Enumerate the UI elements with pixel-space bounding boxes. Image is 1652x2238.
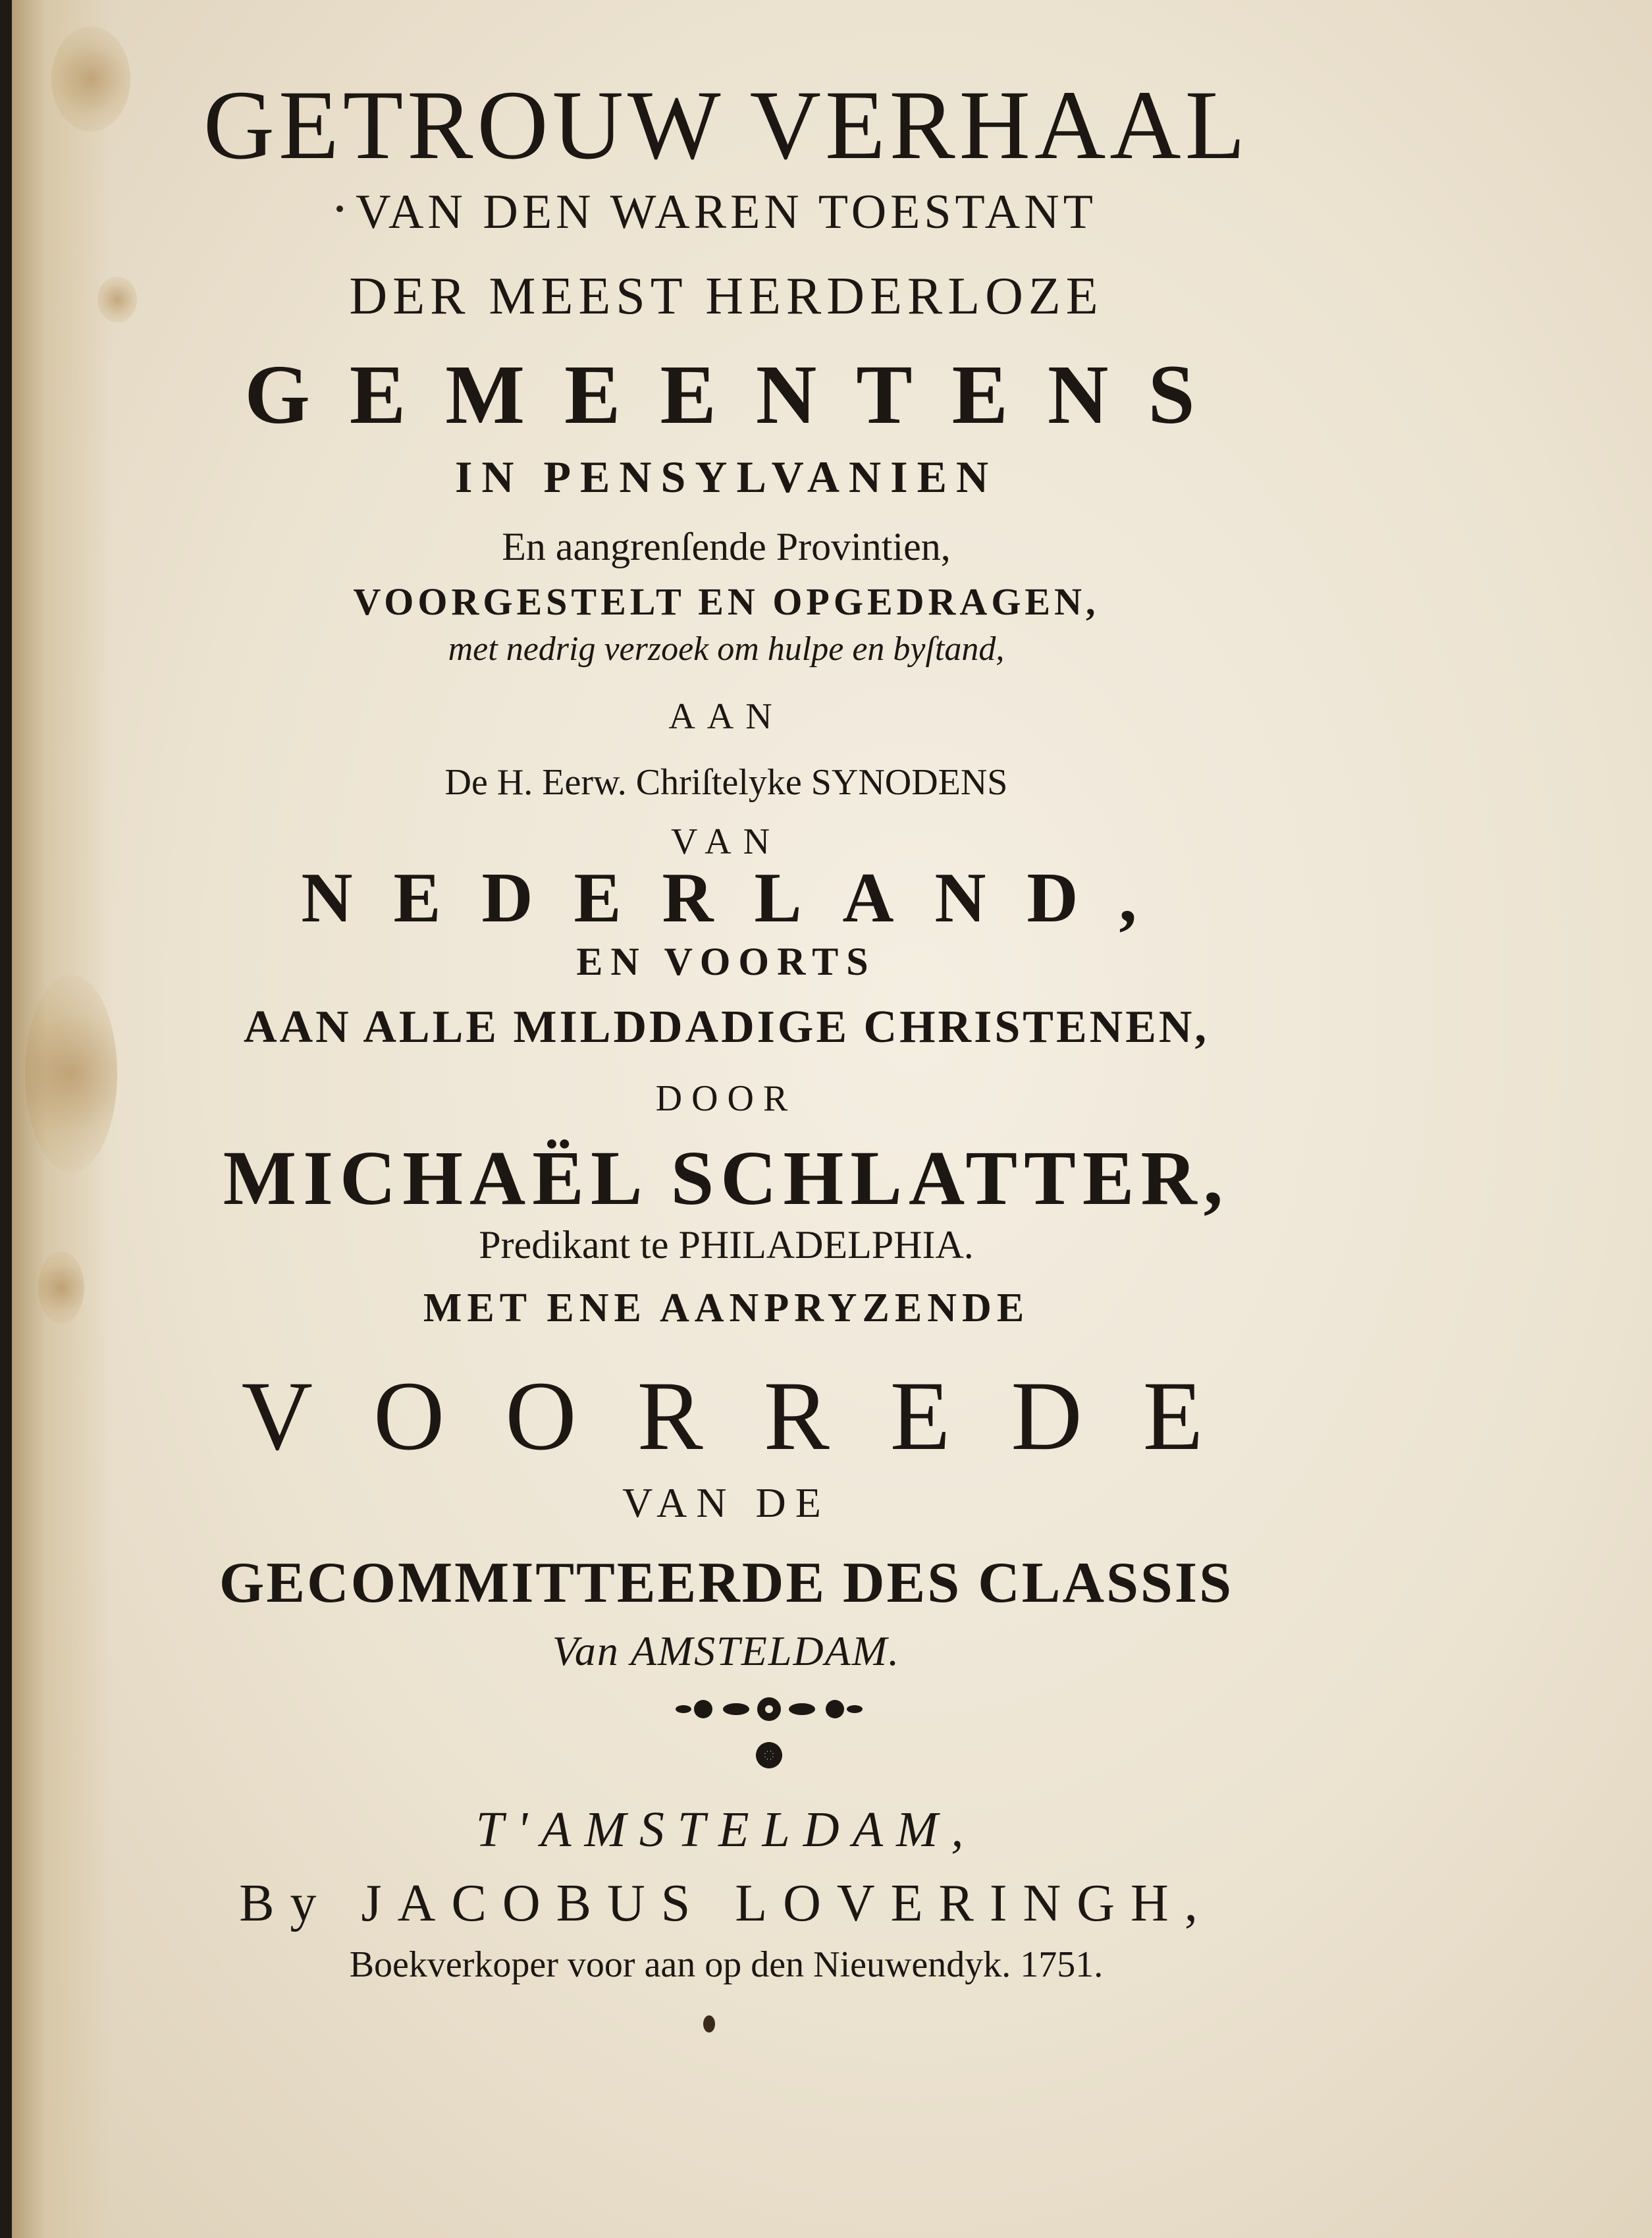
title-page (12, 0, 1652, 2238)
subtitle-line: DER MEEST HERDERLOZE (349, 267, 1104, 325)
subtitle-line: VOORREDE (241, 1361, 1264, 1471)
imprint-place: T'AMSTELDAM, (475, 1802, 977, 1857)
subtitle-line: EN VOORTS (576, 940, 876, 983)
subtitle-line: GECOMMITTEERDE DES CLASSIS (219, 1551, 1234, 1615)
subtitle-line: IN PENSYLVANIEN (454, 452, 998, 502)
subtitle-line: AAN (668, 696, 784, 737)
imprint-publisher: By JACOBUS LOVERINGH, (239, 1874, 1213, 1932)
author-role: Predikant te PHILADELPHIA. (479, 1223, 974, 1267)
subtitle-line: met nedrig verzoek om hulpe en byſtand, (448, 630, 1005, 668)
subtitle-line: DOOR (655, 1078, 797, 1119)
subtitle-line: VAN DE (622, 1479, 830, 1526)
main-title: GETROUW VERHAAL (203, 70, 1250, 180)
subtitle-line: VAN (670, 821, 782, 862)
subtitle-line: NEDERLAND, (301, 859, 1178, 937)
subtitle-line: VAN DEN WAREN TOESTANT (356, 185, 1097, 239)
imprint-line: Boekverkoper voor aan op den Nieuwendyk. 1751. (349, 1944, 1104, 1985)
subtitle-line: Van AMSTELDAM. (552, 1627, 901, 1674)
author-name: MICHAËL SCHLATTER, (223, 1135, 1230, 1221)
subtitle-line: AAN ALLE MILDDADIGE CHRISTENEN, (244, 1002, 1209, 1052)
subtitle-line: En aangrenſende Provintien, (502, 525, 951, 568)
subtitle-line: MET ENE AANPRYZENDE (423, 1286, 1030, 1330)
subtitle-line: VOORGESTELT EN OPGEDRAGEN, (353, 580, 1100, 623)
ink-speck (703, 2015, 715, 2033)
subtitle-line: GEMEENTENS (244, 348, 1235, 441)
subtitle-line: De H. Eerw. Chriſtelyke SYNODENS (444, 762, 1008, 803)
printer-fleuron-icon (670, 1686, 868, 1778)
